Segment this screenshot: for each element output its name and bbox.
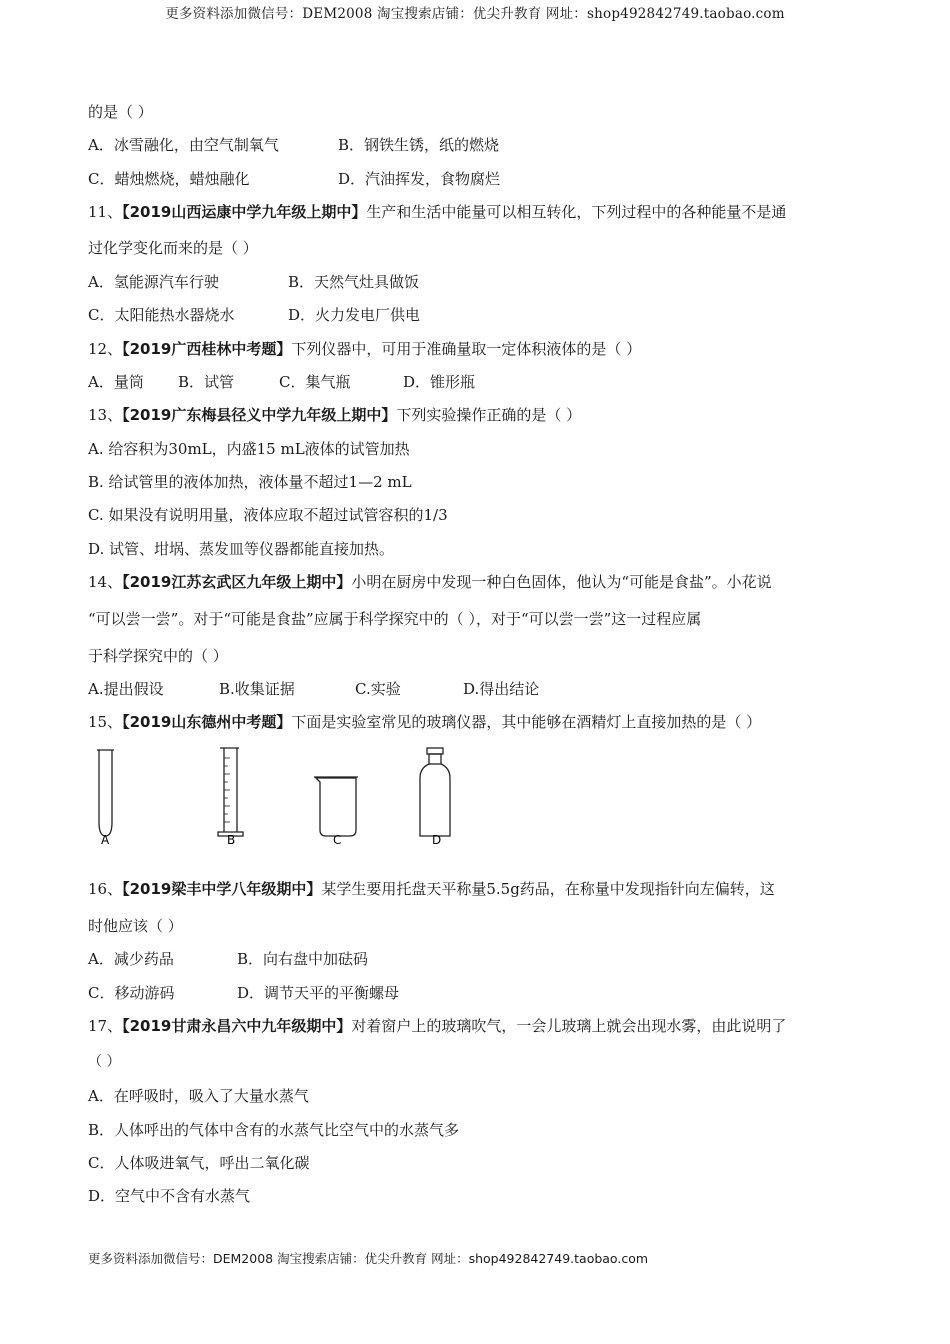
q17-number: 17、 [88, 1017, 123, 1035]
figure-label-c: C [333, 833, 342, 847]
q14-option-d: D.得出结论 [463, 680, 540, 698]
q17-source: 【2019甘肃永昌六中九年级期中】 [122, 1017, 352, 1035]
q13-option-c: C. 如果没有说明用量，液体应取不超过试管容积的1/3 [88, 506, 448, 524]
q14-option-a: A.提出假设 [88, 680, 164, 698]
reagent-bottle-icon [420, 748, 450, 836]
q13-option-a: A. 给容积为30mL，内盛15 mL液体的试管加热 [88, 440, 410, 458]
q12-option-a: A．量筒 [88, 373, 144, 391]
graduated-cylinder-icon [218, 748, 243, 836]
q14-text: 小明在厨房中发现一种白色固体，他认为“可能是食盐”。小花说 [351, 573, 772, 591]
q14-stem-line3: 于科学探究中的（ ） [88, 647, 228, 665]
q17-stem-line2: （ ） [88, 1054, 121, 1070]
q12-text: 下列仪器中，可用于准确量取一定体积液体的是（ ） [291, 340, 642, 358]
q17-option-c: C．人体吸进氧气，呼出二氧化碳 [88, 1154, 310, 1172]
q12-option-b: B．试管 [178, 373, 235, 391]
q10-option-c: C．蜡烛燃烧，蜡烛融化 [88, 170, 250, 188]
q11-stem [88, 202, 786, 222]
q16-option-b: B．向右盘中加砝码 [237, 950, 369, 968]
q11-option-a: A．氢能源汽车行驶 [88, 273, 219, 291]
q15-number: 15、 [88, 713, 123, 731]
q12-option-d: D．锥形瓶 [403, 373, 476, 391]
figure-label-d: D [432, 833, 442, 847]
q10-option-b: B．钢铁生锈，纸的燃烧 [338, 136, 500, 154]
q13-text: 下列实验操作正确的是（ ） [396, 406, 582, 424]
q15-stem [88, 712, 761, 732]
q11-option-c: C．太阳能热水器烧水 [88, 306, 235, 324]
q11-stem-line2: 过化学变化而来的是（ ） [88, 239, 258, 257]
q16-option-a: A．减少药品 [88, 950, 174, 968]
page-header: 更多资料添加微信号：DEM2008 淘宝搜索店铺：优尖升教育 网址：shop492842749.taobao.com [165, 6, 785, 22]
q16-text: 某学生要用托盘天平称量5.5g药品，在称量中发现指针向左偏转，这 [321, 880, 775, 898]
q14-source: 【2019江苏玄武区九年级上期中】 [122, 573, 352, 591]
q12-option-c: C．集气瓶 [279, 373, 351, 391]
q17-option-d: D．空气中不含有水蒸气 [88, 1187, 251, 1205]
q10-option-d: D．汽油挥发，食物腐烂 [338, 170, 501, 188]
figure-label-b: B [227, 833, 236, 847]
q12-number: 12、 [88, 340, 123, 358]
q11-text: 生产和生活中能量可以相互转化，下列过程中的各种能量不是通 [366, 203, 787, 221]
q13-stem [88, 405, 581, 425]
q17-option-a: A．在呼吸时，吸入了大量水蒸气 [88, 1087, 309, 1105]
q16-stem [88, 879, 775, 899]
q15-source: 【2019山东德州中考题】 [122, 713, 292, 731]
q17-option-b: B．人体呼出的气体中含有的水蒸气比空气中的水蒸气多 [88, 1121, 460, 1139]
glassware-figure [90, 744, 470, 850]
q16-stem-line2: 时他应该（ ） [88, 917, 183, 935]
q11-source: 【2019山西运康中学九年级上期中】 [122, 203, 367, 221]
beaker-icon [314, 777, 358, 836]
q16-option-c: C．移动游码 [88, 984, 175, 1002]
q17-text: 对着窗户上的玻璃吹气，一会儿玻璃上就会出现水雾，由此说明了 [351, 1017, 787, 1035]
q11-number: 11、 [88, 203, 123, 221]
q17-stem [88, 1016, 786, 1036]
q10-option-a: A．冰雪融化，由空气制氧气 [88, 136, 279, 154]
q14-stem [88, 572, 772, 592]
q16-source: 【2019梁丰中学八年级期中】 [122, 880, 322, 898]
q14-option-c: C.实验 [355, 680, 401, 698]
q16-number: 16、 [88, 880, 123, 898]
q13-option-d: D. 试管、坩埚、蒸发皿等仪器都能直接加热。 [88, 540, 395, 558]
q11-option-b: B．天然气灶具做饭 [288, 273, 420, 291]
figure-label-a: A [101, 833, 110, 847]
q10-stem-tail: 的是（ ） [88, 103, 153, 121]
q14-stem-line2: “可以尝一尝”。对于“可能是食盐”应属于科学探究中的（ ），对于“可以尝一尝”这一过程应属 [88, 610, 702, 628]
q14-number: 14、 [88, 573, 123, 591]
q15-text: 下面是实验室常见的玻璃仪器，其中能够在酒精灯上直接加热的是（ ） [291, 713, 762, 731]
q12-stem [88, 339, 641, 359]
q11-option-d: D．火力发电厂供电 [288, 306, 421, 324]
q14-option-b: B.收集证据 [219, 680, 295, 698]
q13-number: 13、 [88, 406, 123, 424]
q13-source: 【2019广东梅县径义中学九年级上期中】 [122, 406, 397, 424]
test-tube-icon [97, 750, 114, 836]
q16-option-d: D．调节天平的平衡螺母 [237, 984, 400, 1002]
q12-source: 【2019广西桂林中考题】 [122, 340, 292, 358]
q13-option-b: B. 给试管里的液体加热，液体量不超过1—2 mL [88, 473, 412, 491]
page-footer: 更多资料添加微信号：DEM2008 淘宝搜索店铺：优尖升教育 网址：shop492842749.taobao.com [88, 1251, 649, 1266]
